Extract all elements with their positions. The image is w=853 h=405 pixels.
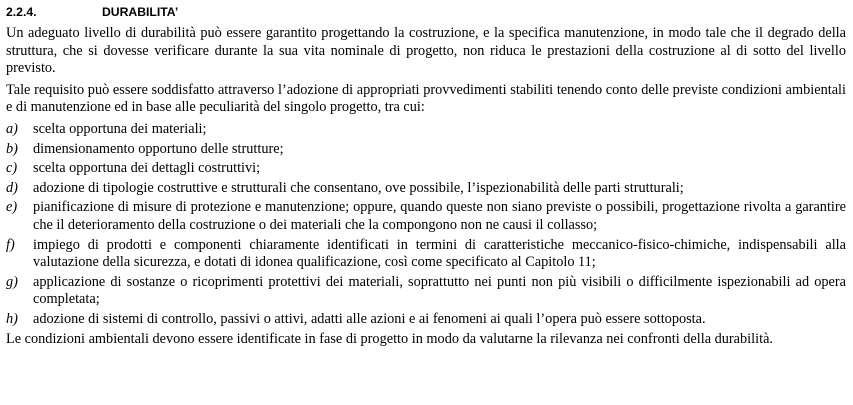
list-marker: a) (6, 120, 18, 137)
list-item-text: scelta opportuna dei materiali; (33, 120, 207, 137)
list-marker: d) (6, 179, 18, 196)
list-item-text: applicazione di sostanze o ricoprimenti protettivi dei materiali, soprattutto nei punti non più visibili o difficilmente ispezionabili ad opera completata; (33, 273, 846, 308)
list-item-text: scelta opportuna dei dettagli costruttivi; (33, 160, 261, 177)
list-item (6, 311, 846, 329)
list-item-text: impiego di prodotti e componenti chiaramente identificati in termini di caratteristiche meccanico-fisico-chimiche, indispensabili alla valutazione della sicurezza, e dotati di idonea qualificazione, così come specificato al Capitolo 11; (33, 236, 846, 271)
list-item (6, 237, 846, 272)
list-item (6, 274, 846, 309)
section-title: DURABILITA’ (102, 5, 179, 19)
list-item-text: dimensionamento opportuno delle strutture; (33, 140, 284, 157)
provisions-list (6, 121, 846, 329)
list-marker: e) (6, 199, 18, 216)
list-item (6, 121, 846, 139)
list-item-text: adozione di sistemi di controllo, passivi o attivi, adatti alle azioni e ai fenomeni ai quali l’opera può essere sottoposta. (33, 310, 706, 327)
list-marker: f) (6, 236, 15, 253)
list-marker: g) (6, 273, 18, 290)
list-marker: b) (6, 140, 18, 157)
list-item-text: adozione di tipologie costruttive e strutturali che consentano, ove possibile, l’ispezionabilità delle parti strutturali; (33, 179, 684, 196)
requirements-paragraph: Tale requisito può essere soddisfatto attraverso l’adozione di appropriati provvedimenti stabiliti tenendo conto delle previste condizioni ambientali e di manutenzione ed in base alle peculiarità del singolo progetto, tra cui: (6, 81, 846, 116)
section-number: 2.2.4. (6, 5, 37, 19)
list-item-text: pianificazione di misure di protezione e manutenzione; oppure, quando queste non siano previste o possibili, progettazione rivolta a garantire che il deterioramento della costruzione o dei materiali che la compongono non ne causi il collasso; (33, 199, 846, 233)
list-marker: c) (6, 160, 18, 177)
document-page (6, 4, 846, 348)
list-item (6, 199, 846, 234)
list-item (6, 160, 846, 178)
section-heading (6, 4, 846, 22)
list-item (6, 141, 846, 159)
intro-paragraph: Un adeguato livello di durabilità può essere garantito progettando la costruzione, e la specifica manutenzione, in modo tale che il degrado della struttura, che si dovesse verificare durante la sua vita nominale di progetto, non riduca le prestazioni della costruzione al di sotto del livello previsto. (6, 25, 846, 77)
closing-paragraph: Le condizioni ambientali devono essere identificate in fase di progetto in modo da valutarne la rilevanza nei confronti della durabilità. (6, 330, 773, 347)
list-marker: h) (6, 310, 18, 327)
list-item (6, 180, 846, 198)
